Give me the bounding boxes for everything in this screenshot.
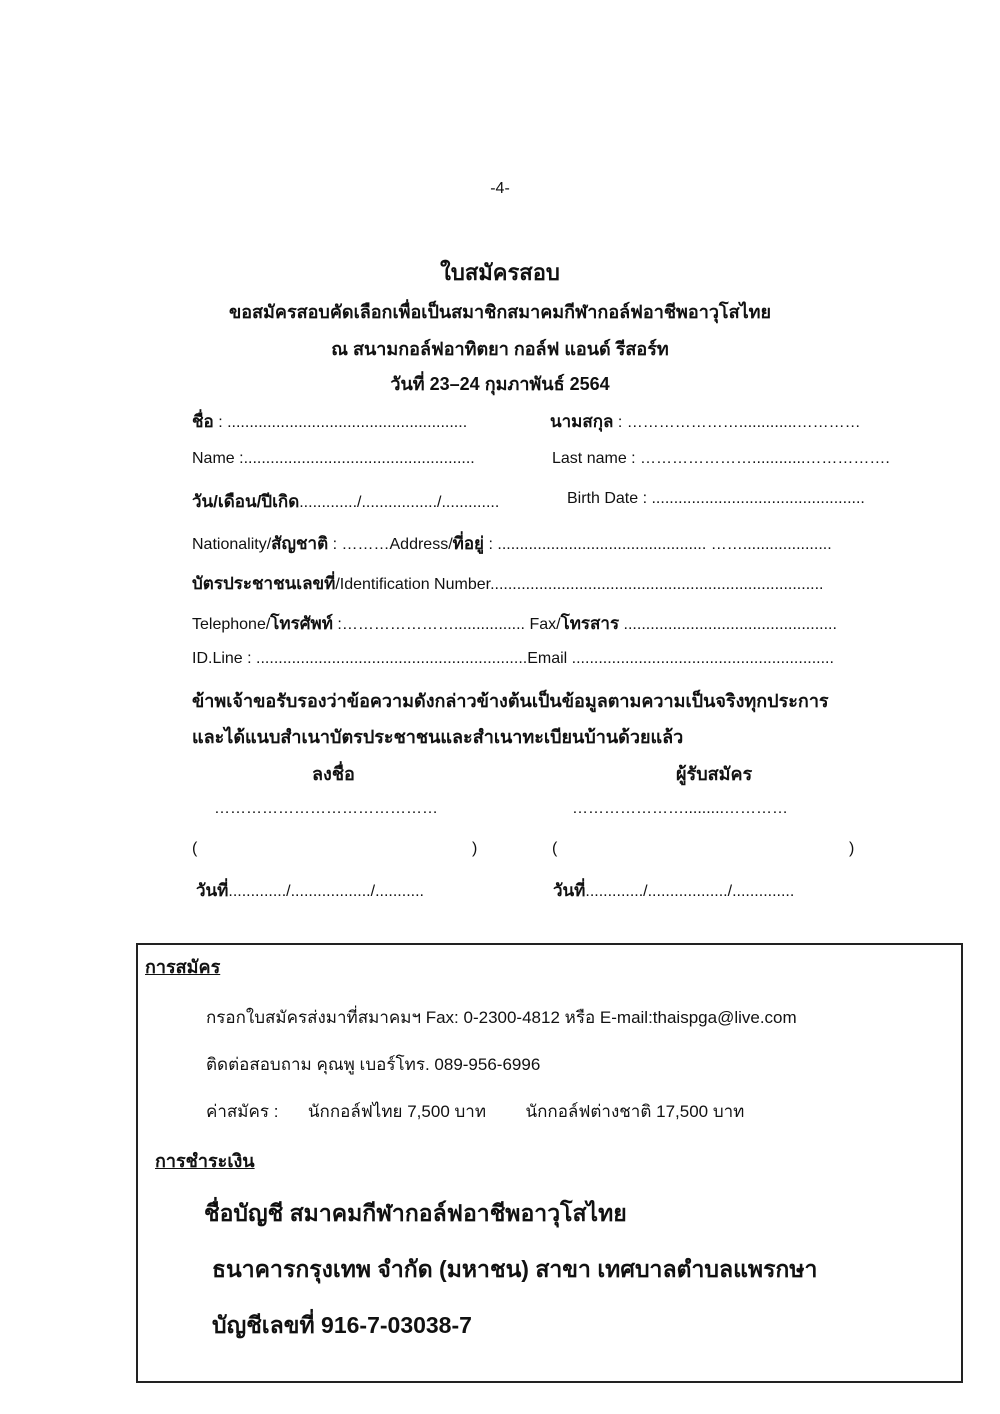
first-name-th-blank[interactable]: : ...................................................... [213, 414, 468, 431]
birth-date-th-label: วัน/เดือน/ปีเกิด [192, 492, 300, 511]
receiver-date-field[interactable] [553, 877, 794, 904]
fee-foreign: นักกอล์ฟต่างชาติ 17,500 บาท [525, 1102, 745, 1121]
applicant-date-blank[interactable]: ............./................../........... [228, 883, 424, 900]
id-number-label-en: /Identification Number [335, 576, 491, 593]
phone-fax-row [192, 610, 837, 637]
fax-blank[interactable]: ................................................ [619, 616, 837, 633]
applicant-date-field[interactable] [196, 877, 424, 904]
first-name-en-blank[interactable]: .................................................... [243, 450, 475, 467]
line-email-row [192, 650, 834, 668]
address-label-th: ที่อยู่ [452, 534, 485, 553]
id-number-label-th: บัตรประชาชนเลขที่ [192, 574, 336, 593]
applicant-signature-line[interactable]: …………………………………… [214, 800, 438, 817]
last-name-en-blank[interactable]: …………………............……………. [635, 450, 890, 467]
receiver-paren-open: ( [552, 840, 558, 857]
fax-label-th: โทรสาร [560, 614, 620, 633]
nationality-address-row [192, 530, 832, 557]
page-number: -4- [490, 180, 510, 197]
last-name-th-label: นามสกุล [550, 412, 614, 431]
telephone-blank[interactable]: :…………………................ [332, 616, 525, 633]
last-name-th-blank[interactable]: : ………………….............………… [613, 414, 861, 431]
id-number-field[interactable] [192, 570, 823, 597]
payment-bank: ธนาคารกรุงเทพ จำกัด (มหาชน) สาขา เทศบาลตำบลแพรกษา [212, 1256, 818, 1282]
birth-date-en-label: Birth Date : [567, 490, 648, 507]
first-name-th-label: ชื่อ [192, 412, 214, 431]
receiver-date-label: วันที่ [553, 881, 586, 900]
last-name-th-field[interactable] [550, 408, 861, 435]
birth-date-en-blank[interactable]: ................................................ [647, 490, 865, 507]
receiver-date-blank[interactable]: ............./................../.............. [585, 883, 795, 900]
applicant-paren-open: ( [192, 840, 198, 857]
id-number-blank[interactable]: ........................................................................... [490, 576, 824, 593]
payment-heading: การชำระเงิน [155, 1151, 255, 1171]
telephone-label-th: โทรศัพท์ [270, 614, 333, 633]
last-name-en-label: Last name : [552, 450, 636, 467]
first-name-en-label: Name : [192, 450, 244, 467]
line-id-label: ID.Line : [192, 650, 252, 667]
form-subtitle: ขอสมัครสอบคัดเลือกเพื่อเป็นสมาชิกสมาคมกีฬากอล์ฟอาชีพอาวุโสไทย [228, 302, 772, 322]
birth-date-en-field[interactable] [567, 490, 865, 508]
first-name-en-field[interactable] [192, 450, 475, 468]
form-venue: ณ สนามกอล์ฟอาทิตยา กอล์ฟ แอนด์ รีสอร์ท [331, 339, 669, 359]
address-label-en: Address/ [389, 536, 453, 553]
applicant-sign-label: ลงชื่อ [312, 764, 355, 784]
application-heading: การสมัคร [145, 957, 221, 977]
application-contact-line: ติดต่อสอบถาม คุณพู เบอร์โทร. 089-956-6996 [206, 1055, 541, 1074]
address-blank[interactable]: : ............................................... …….................... [484, 536, 832, 553]
form-title: ใบสมัครสอบ [440, 260, 560, 285]
applicant-date-label: วันที่ [196, 881, 229, 900]
payment-account-name: ชื่อบัญชี สมาคมกีฬากอล์ฟอาชีพอาวุโสไทย [204, 1200, 627, 1226]
email-label: Email [527, 650, 568, 667]
email-blank[interactable]: ........................................................... [567, 650, 834, 667]
first-name-th-field[interactable] [192, 408, 467, 435]
receiver-signature-line[interactable]: ………………….........………… [572, 800, 789, 817]
birth-date-th-blank[interactable]: ............./................./............. [299, 494, 500, 511]
nationality-label-th: สัญชาติ [271, 534, 329, 553]
fee-thai: นักกอล์ฟไทย 7,500 บาท [307, 1102, 487, 1121]
receiver-paren-close: ) [849, 840, 855, 857]
fax-label-en: Fax/ [529, 616, 561, 633]
payment-account-number: บัญชีเลขที่ 916-7-03038-7 [212, 1312, 472, 1338]
line-id-blank[interactable]: ............................................................. [251, 650, 528, 667]
fee-label: ค่าสมัคร : [206, 1102, 279, 1121]
birth-date-th-field[interactable] [192, 488, 499, 515]
nationality-blank[interactable]: : ……… [328, 536, 390, 553]
applicant-paren-close: ) [472, 840, 478, 857]
application-fee-row [206, 1098, 744, 1125]
form-date: วันที่ 23–24 กุมภาพันธ์ 2564 [390, 374, 610, 394]
application-send-line: กรอกใบสมัครส่งมาที่สมาคมฯ Fax: 0-2300-4812 หรือ E-mail:thaispga@live.com [206, 1008, 797, 1027]
certification-line-2: และได้แนบสำเนาบัตรประชาชนและสำเนาทะเบียนบ้านด้วยแล้ว [192, 727, 684, 747]
receiver-sign-label: ผู้รับสมัคร [676, 764, 753, 784]
nationality-label-en: Nationality/ [192, 536, 272, 553]
certification-line-1: ข้าพเจ้าขอรับรองว่าข้อความดังกล่าวข้างต้นเป็นข้อมูลตามความเป็นจริงทุกประการ [192, 691, 829, 711]
telephone-label-en: Telephone/ [192, 616, 271, 633]
last-name-en-field[interactable] [552, 450, 890, 468]
